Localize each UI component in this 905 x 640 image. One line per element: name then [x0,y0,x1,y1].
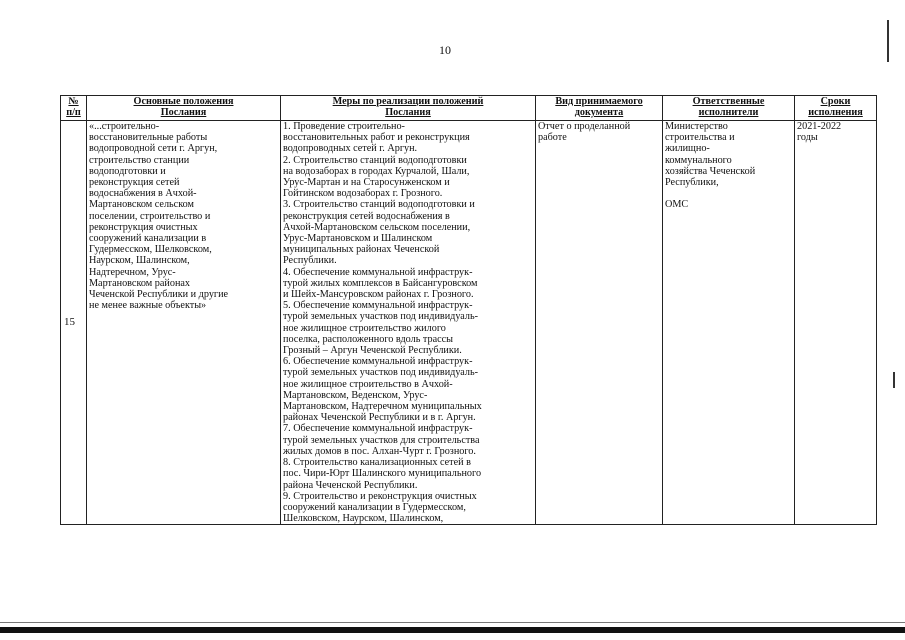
text-line: работе [538,132,567,144]
text-line: Мартановском, Веденском, Урус- [283,389,428,401]
text-line: турой земельных участков для строительства [283,434,480,446]
text-line: ное жилищное строительство жилого [283,322,446,334]
text-line: Отчет о проделанной [538,121,631,132]
text-line: годы [797,132,818,144]
text-line: района Чеченской Республики. [283,479,418,491]
text-line: Мартановском районах [89,277,191,289]
header-document-type [536,96,663,121]
text-line: водопроводной сети г. Аргун, [89,143,218,155]
row-number: 15 [61,121,87,525]
cell-measures [281,121,536,525]
text-line: восстановительные работы [89,132,208,144]
cell-responsible [663,121,795,525]
text-line: Послания [160,107,207,118]
text-line: поселка, расположенного вдоль трассы [283,333,453,345]
page-number: 10 [439,43,451,57]
scan-edge-line [0,622,905,623]
text-line: документа [574,107,624,118]
header-measures [281,96,536,121]
text-line: районах Чеченской Республики и в г. Аргун. [283,412,476,424]
text-line: Республики, [665,177,719,189]
text-line: водоподготовки и [89,165,166,177]
text-line: 9. Строительство и реконструкция очистных [283,490,477,502]
scan-artifact-mark [887,20,889,62]
text-line: поселении, строительство и [89,210,211,222]
text-line: Меры по реализации положений [332,96,484,107]
text-line: турой земельных участков под индивидуаль- [283,367,479,379]
text-line: 5. Обеспечение коммунальной инфраструк- [283,300,473,312]
table-header-row [61,96,877,121]
table-row [61,121,877,525]
scan-artifact-mark [893,372,895,388]
text-line: реконструкция очистных [89,221,198,233]
text-line: Ответственные [692,96,765,107]
text-line: коммунального [665,154,732,166]
text-line: водоснабжения в Ачхой- [89,188,197,200]
text-line: и Шейх-Мансуровском районах г. Грозного. [283,289,474,301]
text-line: исполнители [698,107,759,118]
text-line: на водозаборах в городах Курчалой, Шали, [283,165,470,177]
text-line: водопроводных сетей г. Аргун. [283,143,418,155]
text-line: турой жилых комплексов в Байсангуровском [283,277,478,289]
text-line: 1. Проведение строительно- [283,121,405,132]
text-line: муниципальных районах Чеченской [283,244,440,256]
header-provisions [87,96,281,121]
text-line: Республики. [283,255,337,267]
text-line: Урус-Мартановском и Шалинском [283,233,433,245]
text-line: исполнения [808,107,863,118]
text-line: 6. Обеспечение коммунальной инфраструк- [283,356,473,368]
text-line: 3. Строительство станций водоподготовки и [283,199,475,211]
text-line: реконструкция сетей [89,177,180,189]
text-line: хозяйства Чеченской [665,165,756,177]
text-line: Гойтинском водозаборах г. Грозного. [283,188,443,200]
text-line: «...строительно- [89,121,160,132]
header-responsible [663,96,795,121]
text-line: реконструкция сетей водоснабжения в [283,210,450,222]
cell-provisions [87,121,281,525]
header-number [61,96,87,121]
text-line: Чеченской Республики и другие [89,289,229,301]
text-line: 2021-2022 [797,121,842,132]
text-line: Вид принимаемого [555,96,643,107]
text-line: Сроки [820,96,851,107]
text-line: ное жилищное строительство в Ачхой- [283,378,453,390]
scan-bottom-border [0,627,905,633]
text-line: 8. Строительство канализационных сетей в [283,457,471,469]
text-line: пос. Чири-Юрт Шалинского муниципального [283,468,482,480]
text-line: Наурском, Шалинском, [89,255,190,267]
text-line: ОМС [665,199,689,211]
text-line: Гудермесском, Шелковском, [89,244,212,256]
text-line: Грозный – Аргун Чеченской Республики. [283,345,462,357]
text-line: Надтеречном, Урус- [89,266,176,278]
cell-document-type [536,121,663,525]
header-deadline [795,96,877,121]
text-line: сооружений канализации в Гудермесском, [283,501,466,513]
text-line: не менее важные объекты» [89,300,207,312]
text-line: Ачхой-Мартановском сельском поселении, [283,221,471,233]
text-line: жилых домов в пос. Алхан-Чурт г. Грозного. [283,445,476,457]
text-line: жилищно- [665,143,710,155]
text-line: Мартановском, Надтеречном муниципальных [283,401,482,413]
text-line: строительства и [665,132,735,144]
text-line: Шелковском, Наурском, Шалинском, [283,513,444,525]
cell-deadline [795,121,877,525]
text-line: 2. Строительство станций водоподготовки [283,154,467,166]
text-line: Мартановском сельском [89,199,194,211]
text-line: 4. Обеспечение коммунальной инфраструк- [283,266,473,278]
text-line: строительство станции [89,154,190,166]
text-line [665,188,792,199]
text-line: Основные положения [133,96,234,107]
text-line: сооружений канализации в [89,233,207,245]
text-line: Урус-Мартан и на Старосунженском и [283,177,450,189]
text-line: № [68,96,79,107]
text-line: п/п [66,107,81,118]
text-line: восстановительных работ и реконструкция [283,132,470,144]
text-line: Министерство [665,121,728,132]
text-line: 7. Обеспечение коммунальной инфраструк- [283,423,473,435]
implementation-table [60,95,877,525]
text-line: Послания [385,107,431,118]
text-line: турой земельных участков под индивидуаль- [283,311,479,323]
